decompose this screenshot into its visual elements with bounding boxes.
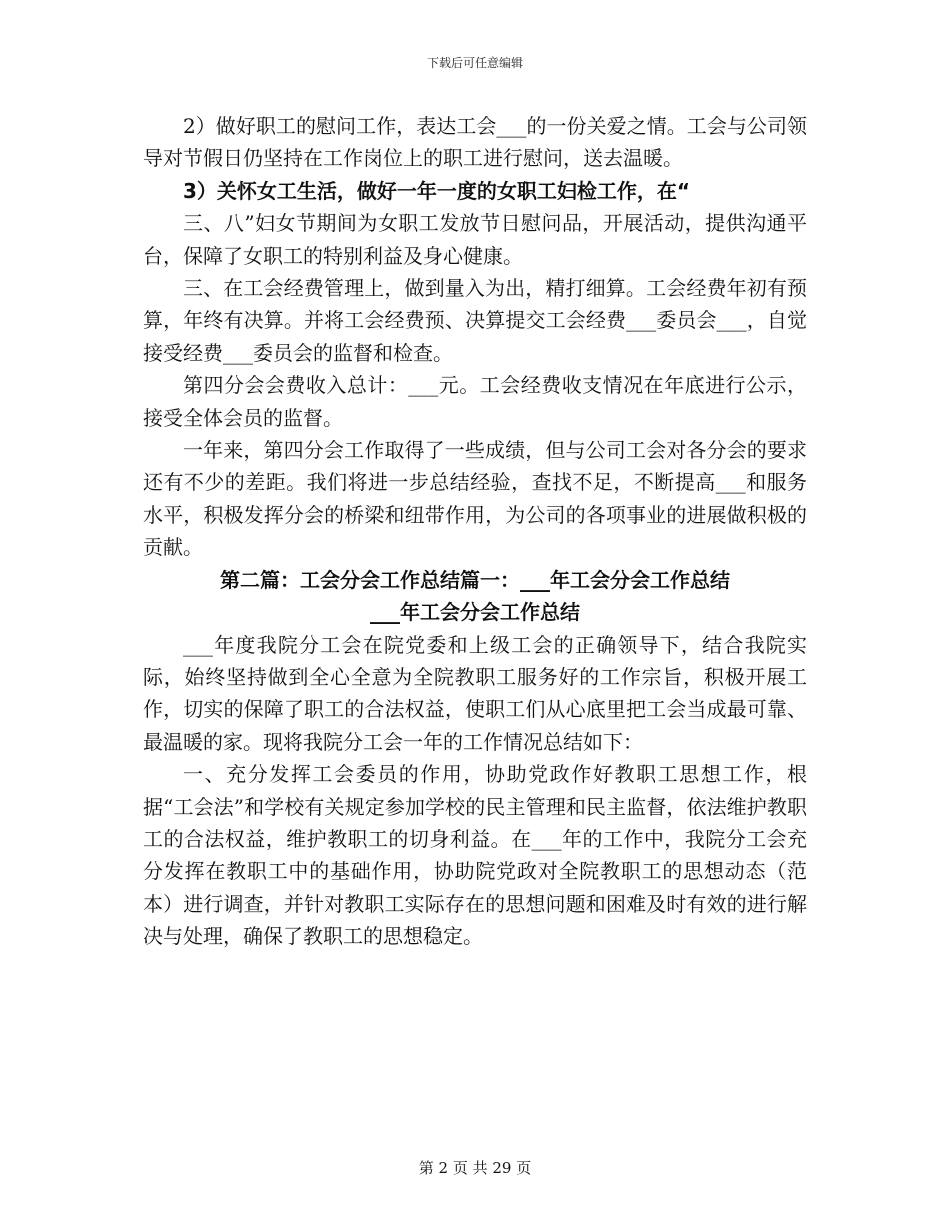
paragraph-funds-management: 三、在工会经费管理上，做到量入为出，精打细算。工会经费年初有预算，年终有决算。并将工会经费预、决算提交工会经费___委员会___，自觉接受经费___委员会的监督和检查。 bbox=[143, 276, 807, 365]
document-body bbox=[143, 110, 807, 953]
paragraph-dues-income: 第四分会会费收入总计：___元。工会经费收支情况在年底进行公示，接受全体会员的监督。 bbox=[143, 373, 807, 430]
paragraph-condolence: 2）做好职工的慰问工作，表达工会___的一份关爱之情。工会与公司领导对节假日仍坚持在工作岗位上的职工进行慰问，送去温暖。 bbox=[143, 114, 807, 171]
page-number: 第 2 页 共 29 页 bbox=[418, 1159, 532, 1177]
paragraph-committee-role: 一、充分发挥工会委员的作用，协助党政作好教职工思想工作，根据“工会法”和学校有关规定参加学校的民主管理和民主监督，依法维护教职工的合法权益，维护教职工的切身利益。在___年的工作中，我院分工会充分发挥在教职工中的基础作用，协助院党政对全院教职工的思想动态（范本）进行调查，并针对教职工实际存在的思想问题和困难及时有效的进行解决与处理，确保了教职工的思想稳定。 bbox=[143, 762, 807, 949]
paragraph-intro: ___年度我院分工会在院党委和上级工会的正确领导下，结合我院实际，始终坚持做到全心全意为全院教职工服务好的工作宗旨，积极开展工作，切实的保障了职工的合法权益，使职工们从心底里把工会当成最可靠、最温暖的家。现将我院分工会一年的工作情况总结如下： bbox=[143, 632, 807, 754]
paragraph-womens-day: 三、八”妇女节期间为女职工发放节日慰问品，开展活动，提供沟通平台，保障了女职工的特别利益及身心健康。 bbox=[143, 211, 807, 268]
paragraph-year-summary: 一年来，第四分会工作取得了一些成绩，但与公司工会对各分会的要求还有不少的差距。我们将进一步总结经验，查找不足，不断提高___和服务水平，积极发挥分会的桥梁和纽带作用，为公司的各项事业的进展做积极的贡献。 bbox=[143, 438, 807, 560]
page-header: 下载后可任意编辑 bbox=[426, 56, 523, 70]
section-subheading: ___年工会分会工作总结 bbox=[370, 600, 580, 625]
paragraph-women-care-heading: 3）关怀女工生活，做好一年一度的女职工妇检工作，在“ bbox=[183, 178, 691, 203]
section-heading: 第二篇：工会分会工作总结篇一：___年工会分会工作总结 bbox=[220, 567, 730, 592]
